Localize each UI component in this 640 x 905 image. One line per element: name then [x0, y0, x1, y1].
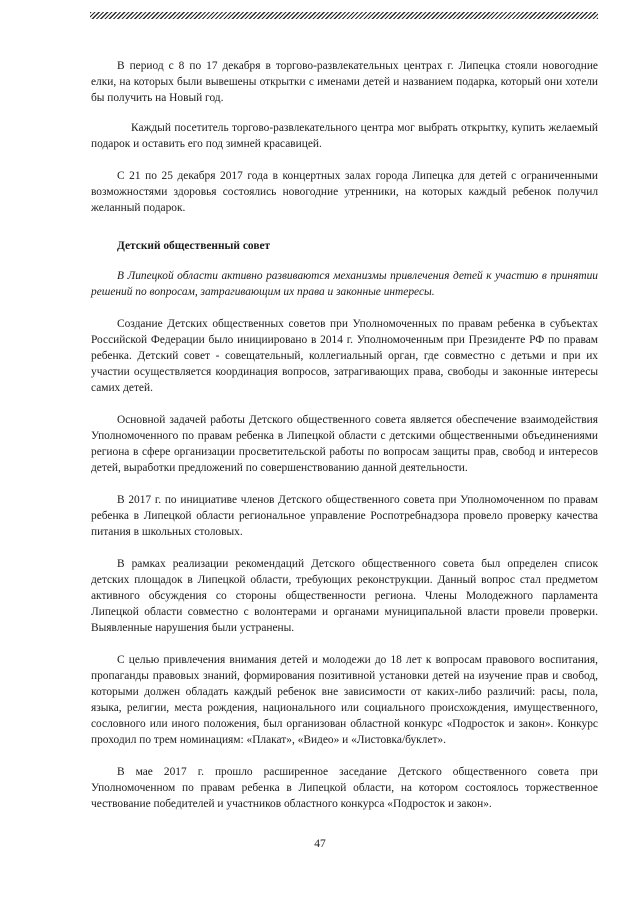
- paragraph-new-year-matinees: С 21 по 25 декабря 2017 года в концертных залах города Липецка для детей с ограниченными возможностями здоровья состоялись новогодние утренники, на которых каждый ребенок получил желанный подарок.: [91, 170, 598, 214]
- paragraph-christmas-trees: В период с 8 по 17 декабря в торгово-развлекательных центрах г. Липецка стояли новогодние елки, на которых были вывешены открытки с именами детей и названием подарка, который они хотели бы получить на Новый год.: [91, 60, 598, 104]
- paragraph-council-creation: Создание Детских общественных советов при Уполномоченных по правам ребенка в субъектах Российской Федерации было инициировано в 2014 г. Уполномоченным при Президенте РФ по правам ребенка. Детский совет - совещательный, коллегиальный орган, где совместно с детьми и при их участии осуществляется координация вопросов, затрагивающих права, свободы и законные интересы самих детей.: [91, 318, 598, 394]
- paragraph-gift-choice: Каждый посетитель торгово-развлекательного центра мог выбрать открытку, купить желаемый подарок и оставить его под зимней красавицей.: [91, 122, 598, 150]
- header-decorative-band: [90, 12, 598, 19]
- paragraph-council-main-task: Основной задачей работы Детского общественного совета является обеспечение взаимодействия Уполномоченного по правам ребенка в Липецкой области с детскими общественными объединениями региона в сфере организации просветительской работы по вопросам защиты прав, свобод и интересов детей, выработки предложений по совершенствованию данной деятельности.: [91, 414, 598, 474]
- paragraph-food-inspection: В 2017 г. по инициативе членов Детского общественного совета при Уполномоченном по правам ребенка в Липецкой области региональное управление Роспотребнадзора провело проверку качества питания в школьных столовых.: [91, 494, 598, 538]
- page-body: [91, 58, 598, 812]
- section-heading: Детский общественный совет: [117, 240, 271, 252]
- paragraph-council-meeting: В мае 2017 г. прошло расширенное заседание Детского общественного совета при Уполномоченном по правам ребенка в Липецкой области, на котором состоялось торжественное чествование победителей и участников областного конкурса «Подросток и закон».: [91, 766, 598, 810]
- paragraph-contest: С целью привлечения внимания детей и молодежи до 18 лет к вопросам правового воспитания, пропаганды правовых знаний, формирования позитивной установки детей на изучение прав и свобод, которыми должен обладать каждый ребенок вне зависимости от каких-либо различий: расы, пола, языка, религии, места рождения, национального или социального происхождения, имущественного, сословного или иного положения, был организован областной конкурс «Подросток и закон». Конкурс проходил по трем номинациям: «Плакат», «Видео» и «Листовка/буклет».: [91, 654, 598, 746]
- section-intro: В Липецкой области активно развиваются механизмы привлечения детей к участию в принятии решений по вопросам, затрагивающим их права и законные интересы.: [91, 270, 598, 298]
- paragraph-playgrounds: В рамках реализации рекомендаций Детского общественного совета был определен список детских площадок в Липецкой области, требующих реконструкции. Данный вопрос стал предметом активного обсуждения со стороны общественности региона. Члены Молодежного парламента Липецкой области совместно с волонтерами и органами муниципальной власти провели проверки. Выявленные нарушения были устранены.: [91, 558, 598, 634]
- page-number: 47: [314, 838, 326, 850]
